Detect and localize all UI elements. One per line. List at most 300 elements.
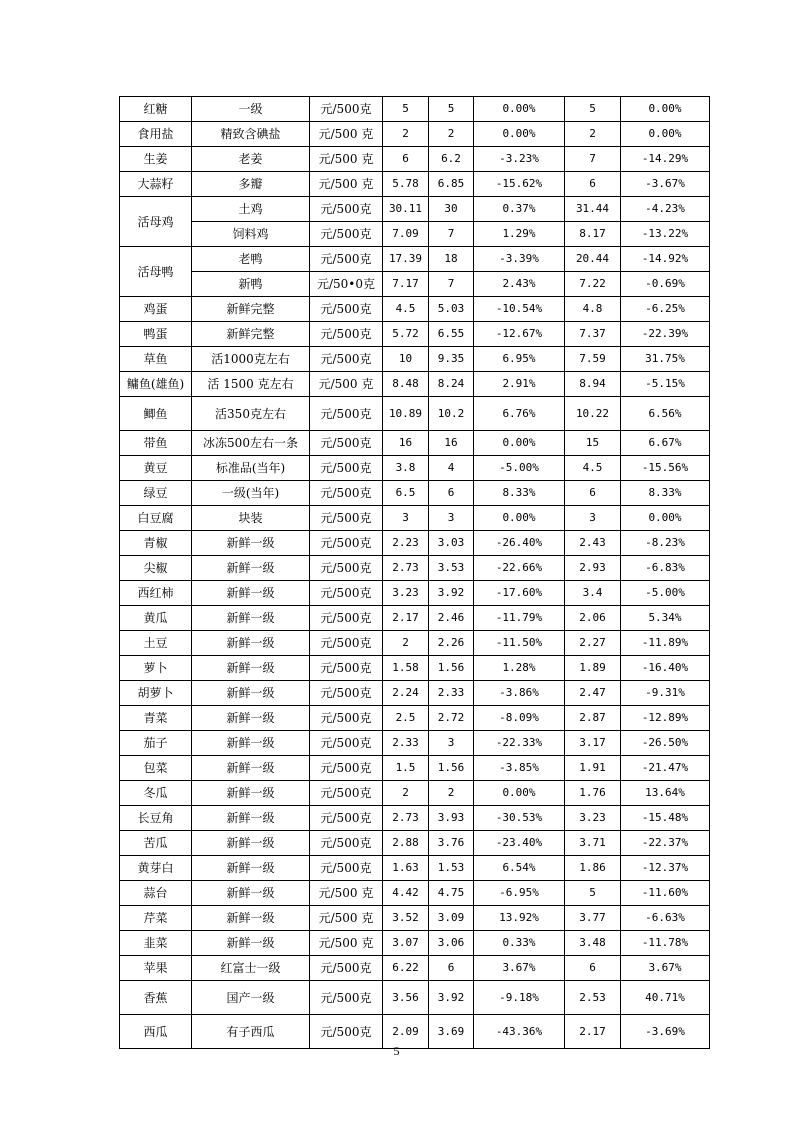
price-compare: 3.71 (565, 831, 621, 856)
price-compare: 7.22 (565, 272, 621, 297)
change-pct-previous: 6.95% (474, 347, 565, 372)
item-spec: 精致含碘盐 (192, 122, 310, 147)
price-current: 1.5 (383, 756, 429, 781)
item-name: 带鱼 (120, 431, 192, 456)
item-unit: 元/500克 (310, 981, 383, 1015)
item-spec: 新鲜完整 (192, 297, 310, 322)
price-compare: 3 (565, 506, 621, 531)
change-pct-compare: -6.25% (621, 297, 710, 322)
price-previous: 3.92 (429, 581, 474, 606)
table-row (120, 756, 710, 781)
change-pct-previous: -3.86% (474, 681, 565, 706)
item-spec: 新鲜一级 (192, 606, 310, 631)
price-compare: 2.47 (565, 681, 621, 706)
price-previous: 18 (429, 247, 474, 272)
change-pct-previous: -17.60% (474, 581, 565, 606)
price-previous: 8.24 (429, 372, 474, 397)
item-unit: 元/500克 (310, 631, 383, 656)
item-name: 鳙鱼(雄鱼) (120, 372, 192, 397)
price-previous: 7 (429, 272, 474, 297)
item-unit: 元/500克 (310, 856, 383, 881)
item-name: 苦瓜 (120, 831, 192, 856)
item-name: 尖椒 (120, 556, 192, 581)
price-previous: 5.03 (429, 297, 474, 322)
change-pct-previous: -11.79% (474, 606, 565, 631)
price-previous: 2.46 (429, 606, 474, 631)
price-current: 2.17 (383, 606, 429, 631)
price-compare: 6 (565, 172, 621, 197)
price-previous: 3.09 (429, 906, 474, 931)
price-compare: 1.89 (565, 656, 621, 681)
price-current: 3.52 (383, 906, 429, 931)
change-pct-previous: 0.37% (474, 197, 565, 222)
item-spec: 标准品(当年) (192, 456, 310, 481)
change-pct-compare: -3.69% (621, 1015, 710, 1049)
item-spec: 饲料鸡 (192, 222, 310, 247)
price-previous: 3 (429, 506, 474, 531)
item-spec: 多瓣 (192, 172, 310, 197)
price-current: 6.5 (383, 481, 429, 506)
price-previous: 3.93 (429, 806, 474, 831)
change-pct-previous: 0.00% (474, 506, 565, 531)
table-row (120, 631, 710, 656)
price-table-body (120, 97, 710, 1049)
item-spec: 新鲜一级 (192, 781, 310, 806)
table-row (120, 147, 710, 172)
item-spec: 新鲜一级 (192, 556, 310, 581)
price-current: 1.58 (383, 656, 429, 681)
price-current: 2 (383, 122, 429, 147)
change-pct-compare: 0.00% (621, 122, 710, 147)
item-unit: 元/500克 (310, 531, 383, 556)
change-pct-previous: 0.00% (474, 431, 565, 456)
item-unit: 元/500 克 (310, 172, 383, 197)
change-pct-previous: 1.29% (474, 222, 565, 247)
item-spec: 新鲜一级 (192, 656, 310, 681)
price-current: 5.78 (383, 172, 429, 197)
item-spec: 块装 (192, 506, 310, 531)
price-compare: 2.53 (565, 981, 621, 1015)
item-spec: 新鲜一级 (192, 856, 310, 881)
table-row (120, 297, 710, 322)
price-previous: 4.75 (429, 881, 474, 906)
table-row (120, 831, 710, 856)
item-unit: 元/500克 (310, 681, 383, 706)
price-current: 5 (383, 97, 429, 122)
change-pct-compare: -9.31% (621, 681, 710, 706)
price-previous: 3.69 (429, 1015, 474, 1049)
item-spec: 新鲜一级 (192, 931, 310, 956)
change-pct-previous: 3.67% (474, 956, 565, 981)
change-pct-compare: -12.89% (621, 706, 710, 731)
change-pct-compare: -13.22% (621, 222, 710, 247)
change-pct-compare: -11.78% (621, 931, 710, 956)
table-row (120, 347, 710, 372)
item-spec: 新鲜一级 (192, 806, 310, 831)
change-pct-compare: -6.63% (621, 906, 710, 931)
price-current: 10.89 (383, 397, 429, 431)
price-previous: 5 (429, 97, 474, 122)
price-current: 10 (383, 347, 429, 372)
item-unit: 元/500克 (310, 956, 383, 981)
price-compare: 6 (565, 956, 621, 981)
change-pct-compare: -14.92% (621, 247, 710, 272)
change-pct-compare: -11.89% (621, 631, 710, 656)
price-compare: 5 (565, 97, 621, 122)
price-current: 2 (383, 781, 429, 806)
item-name: 鸡蛋 (120, 297, 192, 322)
price-compare: 31.44 (565, 197, 621, 222)
item-unit: 元/500克 (310, 1015, 383, 1049)
price-compare: 15 (565, 431, 621, 456)
change-pct-previous: -6.95% (474, 881, 565, 906)
price-current: 30.11 (383, 197, 429, 222)
table-row (120, 456, 710, 481)
table-row (120, 681, 710, 706)
item-unit: 元/500克 (310, 247, 383, 272)
item-unit: 元/500克 (310, 656, 383, 681)
item-spec: 新鲜一级 (192, 731, 310, 756)
change-pct-previous: -30.53% (474, 806, 565, 831)
price-previous: 7 (429, 222, 474, 247)
price-compare: 3.17 (565, 731, 621, 756)
table-row (120, 606, 710, 631)
change-pct-previous: -8.09% (474, 706, 565, 731)
item-unit: 元/500克 (310, 706, 383, 731)
price-current: 2.23 (383, 531, 429, 556)
price-previous: 1.56 (429, 756, 474, 781)
change-pct-compare: -11.60% (621, 881, 710, 906)
price-current: 3.23 (383, 581, 429, 606)
item-name: 生姜 (120, 147, 192, 172)
table-row (120, 506, 710, 531)
change-pct-previous: 2.91% (474, 372, 565, 397)
change-pct-compare: 31.75% (621, 347, 710, 372)
price-current: 2 (383, 631, 429, 656)
price-previous: 16 (429, 431, 474, 456)
price-previous: 2 (429, 122, 474, 147)
item-unit: 元/500克 (310, 222, 383, 247)
change-pct-previous: -11.50% (474, 631, 565, 656)
table-row (120, 881, 710, 906)
change-pct-previous: -10.54% (474, 297, 565, 322)
price-current: 8.48 (383, 372, 429, 397)
price-compare: 2.93 (565, 556, 621, 581)
item-spec: 有子西瓜 (192, 1015, 310, 1049)
table-row (120, 656, 710, 681)
price-compare: 2.87 (565, 706, 621, 731)
table-row (120, 272, 710, 297)
item-name: 苹果 (120, 956, 192, 981)
price-compare: 2.27 (565, 631, 621, 656)
item-spec: 新鸭 (192, 272, 310, 297)
change-pct-previous: -12.67% (474, 322, 565, 347)
item-unit: 元/500克 (310, 731, 383, 756)
table-row (120, 197, 710, 222)
price-previous: 9.35 (429, 347, 474, 372)
price-compare: 3.4 (565, 581, 621, 606)
item-name: 茄子 (120, 731, 192, 756)
change-pct-previous: 8.33% (474, 481, 565, 506)
item-spec: 新鲜一级 (192, 831, 310, 856)
price-current: 3.56 (383, 981, 429, 1015)
change-pct-previous: 0.00% (474, 122, 565, 147)
item-unit: 元/500克 (310, 781, 383, 806)
item-spec: 一级 (192, 97, 310, 122)
price-previous: 3.03 (429, 531, 474, 556)
change-pct-previous: 0.00% (474, 781, 565, 806)
price-previous: 3.06 (429, 931, 474, 956)
table-row (120, 431, 710, 456)
price-table (119, 96, 710, 1049)
page-number: 5 (393, 1044, 400, 1058)
item-name: 土豆 (120, 631, 192, 656)
item-unit: 元/500克 (310, 456, 383, 481)
price-compare: 3.23 (565, 806, 621, 831)
change-pct-compare: -15.56% (621, 456, 710, 481)
item-unit: 元/500克 (310, 581, 383, 606)
price-previous: 2.72 (429, 706, 474, 731)
item-spec: 老鸭 (192, 247, 310, 272)
item-spec: 老姜 (192, 147, 310, 172)
item-name: 鲫鱼 (120, 397, 192, 431)
price-previous: 3.53 (429, 556, 474, 581)
price-current: 4.42 (383, 881, 429, 906)
change-pct-compare: -0.69% (621, 272, 710, 297)
price-previous: 2.26 (429, 631, 474, 656)
price-previous: 2.33 (429, 681, 474, 706)
item-name: 黄瓜 (120, 606, 192, 631)
table-row (120, 856, 710, 881)
change-pct-compare: -26.50% (621, 731, 710, 756)
item-name: 绿豆 (120, 481, 192, 506)
change-pct-compare: -14.29% (621, 147, 710, 172)
change-pct-compare: -3.67% (621, 172, 710, 197)
table-row (120, 981, 710, 1015)
change-pct-compare: 3.67% (621, 956, 710, 981)
item-unit: 元/500 克 (310, 122, 383, 147)
change-pct-compare: 5.34% (621, 606, 710, 631)
change-pct-previous: -26.40% (474, 531, 565, 556)
item-name: 西红柿 (120, 581, 192, 606)
change-pct-compare: 13.64% (621, 781, 710, 806)
table-row (120, 806, 710, 831)
change-pct-compare: -15.48% (621, 806, 710, 831)
price-compare: 2.43 (565, 531, 621, 556)
change-pct-previous: -22.66% (474, 556, 565, 581)
price-current: 4.5 (383, 297, 429, 322)
change-pct-compare: 6.67% (621, 431, 710, 456)
item-name: 黄芽白 (120, 856, 192, 881)
item-unit: 元/500 克 (310, 147, 383, 172)
item-name: 青菜 (120, 706, 192, 731)
item-name: 草鱼 (120, 347, 192, 372)
item-unit: 元/500克 (310, 97, 383, 122)
item-name: 冬瓜 (120, 781, 192, 806)
price-compare: 1.86 (565, 856, 621, 881)
change-pct-previous: -9.18% (474, 981, 565, 1015)
change-pct-previous: 1.28% (474, 656, 565, 681)
price-previous: 6.55 (429, 322, 474, 347)
item-spec: 新鲜一级 (192, 756, 310, 781)
item-name: 芹菜 (120, 906, 192, 931)
price-compare: 8.17 (565, 222, 621, 247)
price-compare: 7.59 (565, 347, 621, 372)
price-current: 7.09 (383, 222, 429, 247)
item-name: 西瓜 (120, 1015, 192, 1049)
table-row (120, 222, 710, 247)
item-unit: 元/500克 (310, 756, 383, 781)
item-name: 食用盐 (120, 122, 192, 147)
change-pct-previous: -3.85% (474, 756, 565, 781)
item-name: 黄豆 (120, 456, 192, 481)
item-unit: 元/500克 (310, 806, 383, 831)
item-unit: 元/500克 (310, 506, 383, 531)
item-name: 白豆腐 (120, 506, 192, 531)
price-compare: 7 (565, 147, 621, 172)
price-current: 6.22 (383, 956, 429, 981)
table-row (120, 172, 710, 197)
price-compare: 4.8 (565, 297, 621, 322)
price-previous: 3.92 (429, 981, 474, 1015)
price-previous: 6 (429, 481, 474, 506)
item-spec: 国产一级 (192, 981, 310, 1015)
change-pct-previous: -5.00% (474, 456, 565, 481)
change-pct-previous: 13.92% (474, 906, 565, 931)
price-previous: 10.2 (429, 397, 474, 431)
table-row (120, 531, 710, 556)
change-pct-previous: -3.23% (474, 147, 565, 172)
price-compare: 10.22 (565, 397, 621, 431)
item-unit: 元/500克 (310, 347, 383, 372)
price-current: 2.73 (383, 806, 429, 831)
change-pct-compare: -5.00% (621, 581, 710, 606)
item-name: 胡萝卜 (120, 681, 192, 706)
table-row (120, 322, 710, 347)
price-current: 3 (383, 506, 429, 531)
item-unit: 元/500 克 (310, 372, 383, 397)
item-spec: 活350克左右 (192, 397, 310, 431)
price-current: 17.39 (383, 247, 429, 272)
item-unit: 元/500 克 (310, 906, 383, 931)
price-current: 2.33 (383, 731, 429, 756)
item-name: 韭菜 (120, 931, 192, 956)
price-compare: 20.44 (565, 247, 621, 272)
change-pct-previous: 6.54% (474, 856, 565, 881)
item-spec: 新鲜一级 (192, 681, 310, 706)
price-current: 7.17 (383, 272, 429, 297)
price-previous: 6.2 (429, 147, 474, 172)
table-row (120, 247, 710, 272)
price-previous: 1.56 (429, 656, 474, 681)
item-unit: 元/500 克 (310, 931, 383, 956)
price-current: 3.8 (383, 456, 429, 481)
change-pct-compare: -21.47% (621, 756, 710, 781)
item-name: 大蒜籽 (120, 172, 192, 197)
table-row (120, 556, 710, 581)
price-current: 6 (383, 147, 429, 172)
change-pct-compare: -4.23% (621, 197, 710, 222)
item-unit: 元/500克 (310, 397, 383, 431)
price-current: 1.63 (383, 856, 429, 881)
change-pct-previous: -23.40% (474, 831, 565, 856)
price-compare: 8.94 (565, 372, 621, 397)
change-pct-compare: 0.00% (621, 506, 710, 531)
item-unit: 元/50•0克 (310, 272, 383, 297)
price-compare: 3.48 (565, 931, 621, 956)
price-current: 2.24 (383, 681, 429, 706)
item-name: 长豆角 (120, 806, 192, 831)
table-row (120, 731, 710, 756)
item-spec: 活 1500 克左右 (192, 372, 310, 397)
change-pct-previous: 0.33% (474, 931, 565, 956)
item-name: 香蕉 (120, 981, 192, 1015)
table-row (120, 481, 710, 506)
table-row (120, 397, 710, 431)
change-pct-previous: -3.39% (474, 247, 565, 272)
price-compare: 7.37 (565, 322, 621, 347)
price-previous: 3 (429, 731, 474, 756)
table-row (120, 122, 710, 147)
item-unit: 元/500克 (310, 481, 383, 506)
change-pct-previous: 2.43% (474, 272, 565, 297)
table-row (120, 372, 710, 397)
price-current: 2.5 (383, 706, 429, 731)
price-previous: 4 (429, 456, 474, 481)
change-pct-compare: -22.39% (621, 322, 710, 347)
price-compare: 2.06 (565, 606, 621, 631)
change-pct-compare: 8.33% (621, 481, 710, 506)
item-unit: 元/500克 (310, 197, 383, 222)
item-name: 活母鸡 (120, 197, 192, 247)
item-name: 青椒 (120, 531, 192, 556)
item-unit: 元/500克 (310, 606, 383, 631)
price-current: 3.07 (383, 931, 429, 956)
table-row (120, 781, 710, 806)
change-pct-compare: -12.37% (621, 856, 710, 881)
table-row (120, 97, 710, 122)
change-pct-compare: 40.71% (621, 981, 710, 1015)
change-pct-compare: -5.15% (621, 372, 710, 397)
item-unit: 元/500克 (310, 431, 383, 456)
item-spec: 新鲜一级 (192, 706, 310, 731)
price-previous: 30 (429, 197, 474, 222)
change-pct-previous: 0.00% (474, 97, 565, 122)
change-pct-compare: -8.23% (621, 531, 710, 556)
item-name: 鸭蛋 (120, 322, 192, 347)
item-spec: 新鲜一级 (192, 906, 310, 931)
item-spec: 新鲜一级 (192, 631, 310, 656)
item-name: 活母鸭 (120, 247, 192, 297)
table-row (120, 706, 710, 731)
change-pct-previous: -15.62% (474, 172, 565, 197)
price-previous: 1.53 (429, 856, 474, 881)
item-name: 蒜台 (120, 881, 192, 906)
change-pct-previous: 6.76% (474, 397, 565, 431)
price-current: 2.73 (383, 556, 429, 581)
change-pct-previous: -22.33% (474, 731, 565, 756)
item-name: 红糖 (120, 97, 192, 122)
table-row (120, 931, 710, 956)
price-compare: 4.5 (565, 456, 621, 481)
price-previous: 2 (429, 781, 474, 806)
item-spec: 活1000克左右 (192, 347, 310, 372)
change-pct-compare: 0.00% (621, 97, 710, 122)
price-compare: 5 (565, 881, 621, 906)
item-spec: 土鸡 (192, 197, 310, 222)
price-current: 5.72 (383, 322, 429, 347)
item-unit: 元/500克 (310, 297, 383, 322)
